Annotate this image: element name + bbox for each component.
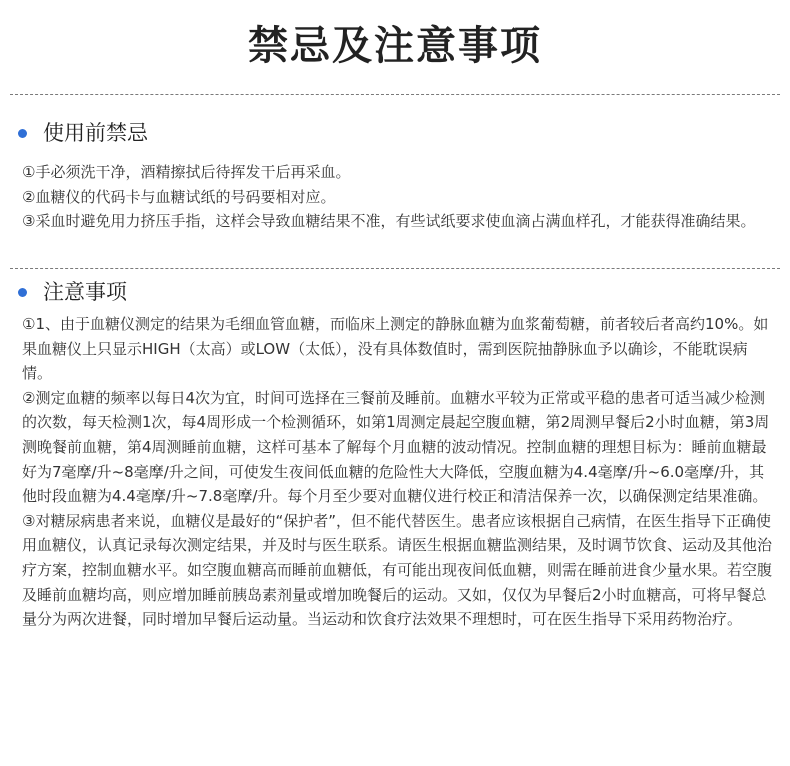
section-body-precautions — [22, 160, 774, 234]
section-heading-text: 使用前禁忌 — [43, 121, 148, 145]
list-item: ①手必须洗干净，酒精擦拭后待挥发干后再采血。 — [22, 163, 351, 181]
section-divider — [10, 268, 780, 269]
section-body-notes — [22, 312, 774, 632]
bullet-dot-icon — [18, 129, 27, 138]
list-item: ②测定血糖的频率以每日4次为宜，时间可选择在三餐前及睡前。血糖水平较为正常或平稳的患者可适当减少检测的次数，每天检测1次，每4周形成一个检测循环，如第1周测定晨起空腹血糖，第2周测早餐后2小时血糖，第3周测晚餐前血糖，第4周测睡前血糖，这样可基本了解每个月血糖的波动情况。控制血糖的理想目标为：睡前血糖最好为7毫摩/升~8毫摩/升之间，可使发生夜间低血糖的危险性大大降低，空腹血糖为4.4毫摩/升~6.0毫摩/升，其他时段血糖为4.4毫摩/升~7.8毫摩/升。每个月至少要对血糖仪进行校正和清洁保养一次，以确保测定结果准确。 — [22, 388, 770, 506]
list-item: ③对糖尿病患者来说，血糖仪是最好的“保护者”，但不能代替医生。患者应该根据自己病情，在医生指导下正确使用血糖仪，认真记录每次测定结果，并及时与医生联系。请医生根据血糖监测结果，及时调节饮食、运动及其他治疗方案，控制血糖水平。如空腹血糖高而睡前血糖低，有可能出现夜间低血糖，则需在睡前进食少量水果。若空腹及睡前血糖均高，则应增加睡前胰岛素剂量或增加晚餐后的运动。又如，仅仅为早餐后2小时血糖高，可将早餐总量分为两次进餐，同时增加早餐后运动量。当运动和饮食疗法效果不理想时，可在医生指导下采用药物治疗。 — [22, 511, 773, 629]
page-title: 禁忌及注意事项 — [248, 23, 542, 69]
section-heading-precautions — [18, 119, 148, 147]
list-item: ②血糖仪的代码卡与血糖试纸的号码要相对应。 — [22, 187, 336, 206]
title-divider — [10, 94, 780, 95]
list-item: ①1、由于血糖仪测定的结果为毛细血管血糖，而临床上测定的静脉血糖为血浆葡萄糖，前者较后者高约10%。如果血糖仪上只显示HIGH（太高）或LOW（太低），没有具体数值时，需到医院抽静脉血予以确诊，不能耽误病情。 — [22, 315, 769, 383]
bullet-dot-icon — [18, 288, 27, 297]
section-heading-text: 注意事项 — [43, 280, 127, 304]
list-item: ③采血时避免用力挤压手指，这样会导致血糖结果不准，有些试纸要求使血滴占满血样孔，才能获得准确结果。 — [22, 212, 756, 231]
section-heading-notes — [18, 278, 127, 306]
